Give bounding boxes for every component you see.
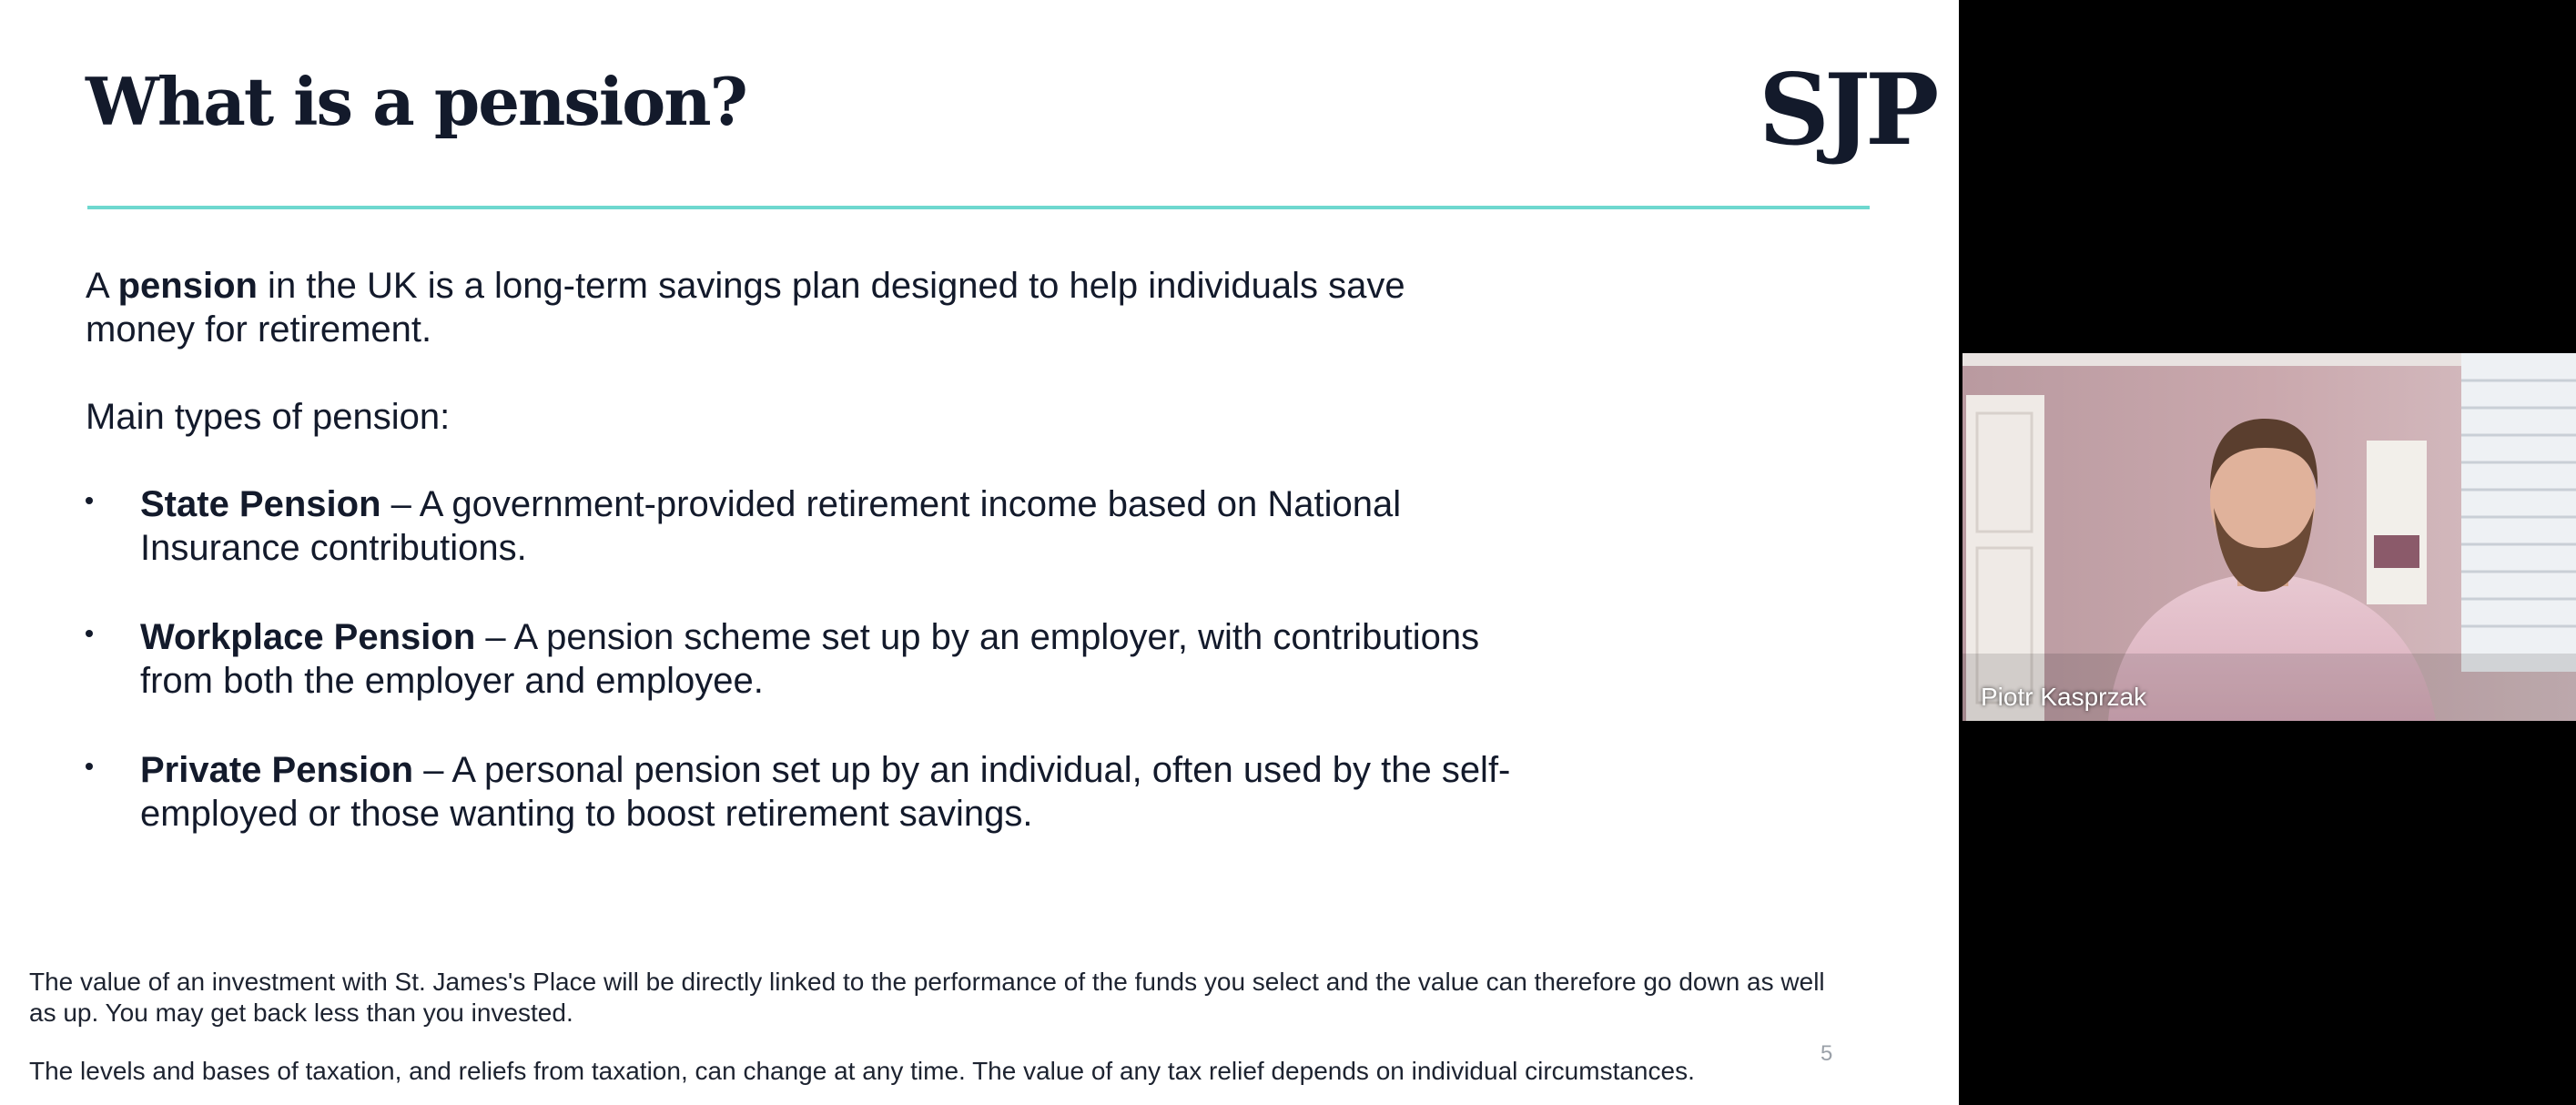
bullet-description: – A personal pension set up by an individual, often used by the self-employed or those wanting to boost retirement savings. [140,750,1511,834]
bullet-term: Private Pension [140,750,414,790]
intro-paragraph [86,264,1524,351]
slide-title: What is a pension? [86,63,746,140]
investment-disclaimer: The value of an investment with St. James's Place will be directly linked to the performance of the funds you select and the value can therefore go down as well as up. You may get back less than you invested. [29,968,1825,1027]
participant-name: Piotr Kasprzak [1981,683,2147,711]
intro-term: pension [117,266,258,306]
books [2374,535,2419,568]
page-number: 5 [1820,1041,1833,1066]
bullet-icon [86,630,93,637]
bullet-icon [86,497,93,504]
window-blinds [2461,353,2576,672]
bullet-description: – A government-provided retirement income based on National Insurance contributions. [140,484,1402,568]
slide-content [86,264,1524,881]
types-heading: Main types of pension: [86,397,451,437]
intro-prefix: A [86,266,118,306]
bullet-term: Workplace Pension [140,617,476,657]
bookshelf [2367,441,2427,604]
bullet-description: – A pension scheme set up by an employer, with contributions from both the employer and employee. [140,617,1480,701]
participant-video-frame [1962,353,2576,721]
pension-types-list [86,482,1524,836]
list-item [86,482,1524,570]
bullet-term: State Pension [140,484,381,524]
bullet-icon [86,763,93,770]
title-divider [87,206,1870,209]
sjp-logo: SJP [1759,53,1934,167]
list-item [86,748,1524,836]
tax-disclaimer: The levels and bases of taxation, and reliefs from taxation, can change at any time. The value of any tax relief depends on individual circumstances. [29,1057,1695,1085]
participant-video-tile[interactable] [1962,353,2576,721]
intro-rest: in the UK is a long-term savings plan designed to help individuals save money for retirement. [86,266,1405,350]
list-item [86,615,1524,703]
